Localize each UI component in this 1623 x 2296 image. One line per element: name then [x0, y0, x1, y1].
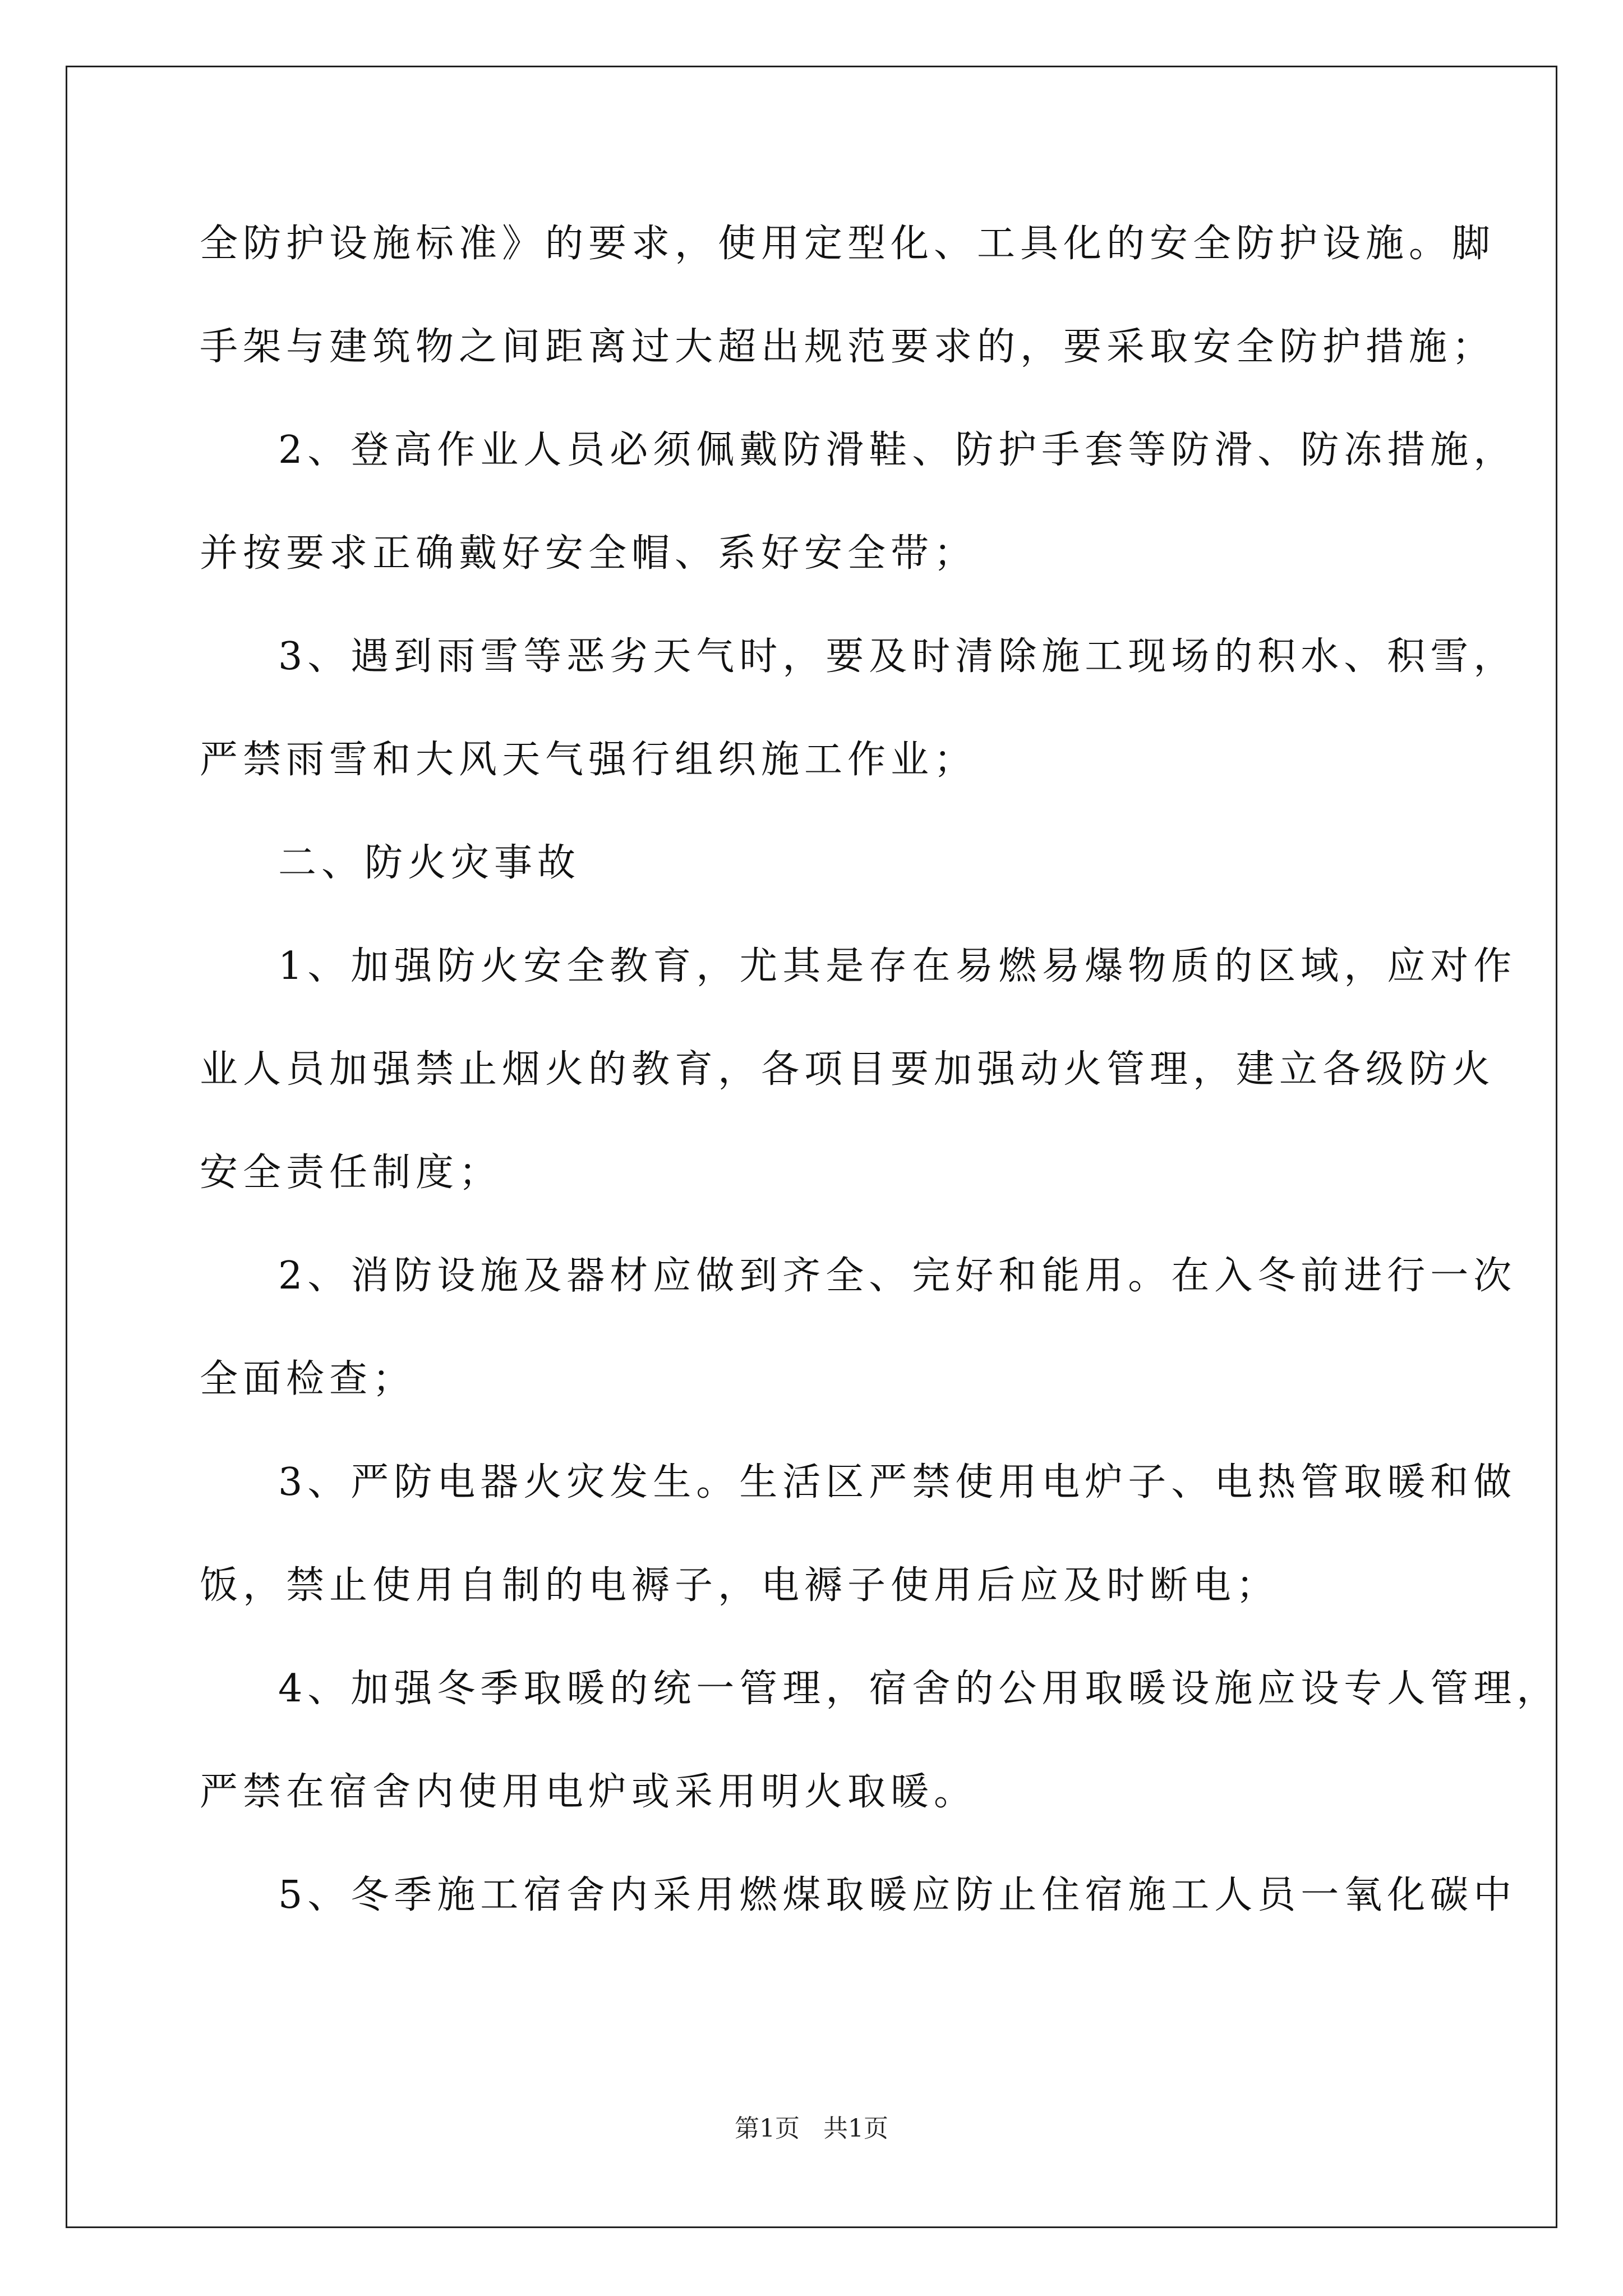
- text-line: 5、冬季施工宿舍内采用燃煤取暖应防止住宿施工人员一氧化碳中: [278, 1873, 1517, 1917]
- page-footer: [0, 2112, 1623, 2146]
- text-line: 手架与建筑物之间距离过大超出规范要求的，要采取安全防护措施；: [200, 325, 1496, 369]
- text-line: 严禁雨雪和大风天气强行组织施工作业；: [200, 738, 978, 782]
- text-line: 3、严防电器火灾发生。生活区严禁使用电炉子、电热管取暖和做: [278, 1460, 1517, 1504]
- text-line: 严禁在宿舍内使用电炉或采用明火取暖。: [200, 1770, 978, 1814]
- text-line: 3、遇到雨雪等恶劣天气时，要及时清除施工现场的积水、积雪，: [278, 634, 1517, 679]
- text-line: 并按要求正确戴好安全帽、系好安全带；: [200, 531, 978, 576]
- text-line: 全防护设施标准》的要求，使用定型化、工具化的安全防护设施。脚: [200, 222, 1496, 266]
- text-line: 4、加强冬季取暖的统一管理，宿舍的公用取暖设施应设专人管理，: [278, 1667, 1560, 1711]
- text-line: 2、登高作业人员必须佩戴防滑鞋、防护手套等防滑、防冻措施，: [278, 428, 1517, 472]
- text-line: 2、消防设施及器材应做到齐全、完好和能用。在入冬前进行一次: [278, 1254, 1517, 1298]
- section-heading: 二、防火灾事故: [278, 841, 581, 885]
- text-line: 饭，禁止使用自制的电褥子，电褥子使用后应及时断电；: [200, 1563, 1280, 1608]
- text-line: 安全责任制度；: [200, 1151, 502, 1195]
- text-line: 1、加强防火安全教育，尤其是存在易燃易爆物质的区域，应对作: [278, 944, 1517, 988]
- text-line: 全面检查；: [200, 1357, 416, 1401]
- page-number: 第1页: [735, 2114, 800, 2143]
- page-total: 共1页: [823, 2114, 888, 2143]
- text-line: 业人员加强禁止烟火的教育，各项目要加强动火管理，建立各级防火: [200, 1047, 1496, 1092]
